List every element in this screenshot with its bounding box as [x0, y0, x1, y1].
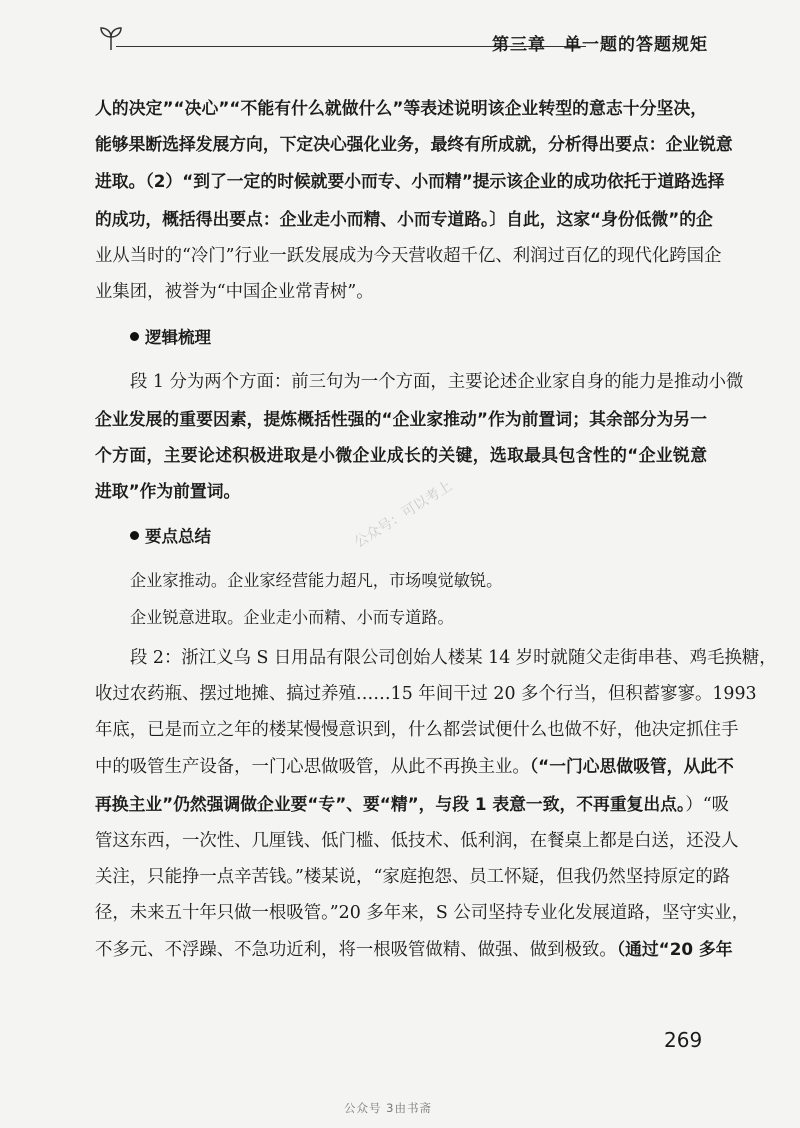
para2-line: 再换主业”仍然强调做企业要“专”、要“精”，与段 1 表意一致，不再重复出点。）“吸	[95, 793, 730, 815]
para1-line: 能够果断选择发展方向，下定决心强化业务，最终有所成就，分析得出要点：企业锐意	[95, 134, 733, 155]
chapter-name: 单一题的答题规矩	[564, 35, 708, 55]
section-heading-summary: 要点总结	[95, 519, 707, 555]
para1-line: 人的决定”“决心”“不能有什么就做什么”等表述说明该企业转型的意志十分坚决，	[95, 98, 707, 118]
para1-line: 的成功，概括得出要点：企业走小而精、小而专道路。〕自此，这家“身份低微”的企	[95, 208, 713, 229]
watermark: 公众号：可以考上	[351, 478, 456, 552]
summary-item: 企业锐意进取。企业走小而精、小而专道路。	[130, 607, 454, 627]
note-inline: ）“吸	[685, 794, 730, 815]
chapter-label: 第三章	[492, 35, 546, 55]
logic-line: 个方面，主要论述积极进取是小微企业成长的关键，选取最具包含性的“企业锐意	[95, 444, 707, 465]
section-heading-logic: 逻辑梳理	[95, 320, 707, 356]
summary-item: 企业家推动。企业家经营能力超凡，市场嗅觉敏锐。	[130, 571, 503, 591]
para2-line: 关注，只能挣一点辛苦钱。”楼某说，“家庭抱怨、员工怀疑，但我仍然坚持原定的路	[95, 867, 731, 888]
para2-line: 管这东西，一次性、几厘钱、低门槛、低技术、低利润，在餐桌上都是白送，还没人	[95, 830, 739, 851]
note-inline: （通过“20 多年	[616, 939, 733, 960]
page-number: 269	[664, 1028, 703, 1052]
bullet-icon	[130, 332, 139, 341]
chapter-title	[492, 30, 708, 55]
para2-line: 径，未来五十年只做一根吸管。”20 多年来，S 公司坚持专业化发展道路，坚守实业，	[95, 903, 749, 924]
sprout-icon	[96, 24, 126, 54]
footer-stamp: 公众号 3由书斋	[344, 1101, 432, 1115]
para1-line: 进取。（2）“到了一定的时候就要小而专、小而精”提示该企业的成功依托于道路选择	[95, 171, 725, 192]
para2-line: 收过农药瓶、摆过地摊、搞过养殖……15 年间干过 20 多个行当，但积蓄寥寥。1993	[95, 684, 757, 705]
logic-line: 企业发展的重要因素，提炼概括性强的“企业家推动”作为前置词；其余部分为另一	[95, 408, 707, 429]
logic-line: 段 1 分为两个方面：前三句为一个方面，主要论述企业家自身的能力是推动小微	[130, 372, 744, 393]
para1-line: 业从当时的“冷门”行业一跃发展成为今天营收超千亿、利润过百亿的现代化跨国企	[95, 245, 722, 266]
logic-line: 进取”作为前置词。	[95, 481, 241, 502]
running-header	[96, 24, 708, 54]
page-body	[95, 90, 777, 969]
para1-line: 业集团，被誉为“中国企业常青树”。	[95, 282, 374, 303]
para2-line: 段 2：浙江义乌 S 日用品有限公司创始人楼某 14 岁时就随父走街串巷、鸡毛换糖，	[130, 647, 777, 668]
note-inline: （“一门心思做吸管，从此不	[529, 756, 734, 777]
bullet-icon	[130, 531, 139, 540]
para2-line: 中的吸管生产设备，一门心思做吸管，从此不再换主业。（“一门心思做吸管，从此不	[95, 756, 734, 778]
para2-line: 年底，已是而立之年的楼某慢慢意识到，什么都尝试便什么也做不好，他决定抓住手	[95, 720, 739, 741]
para2-line: 不多元、不浮躁、不急功近利，将一根吸管做精、做强、做到极致。（通过“20 多年	[95, 939, 733, 961]
